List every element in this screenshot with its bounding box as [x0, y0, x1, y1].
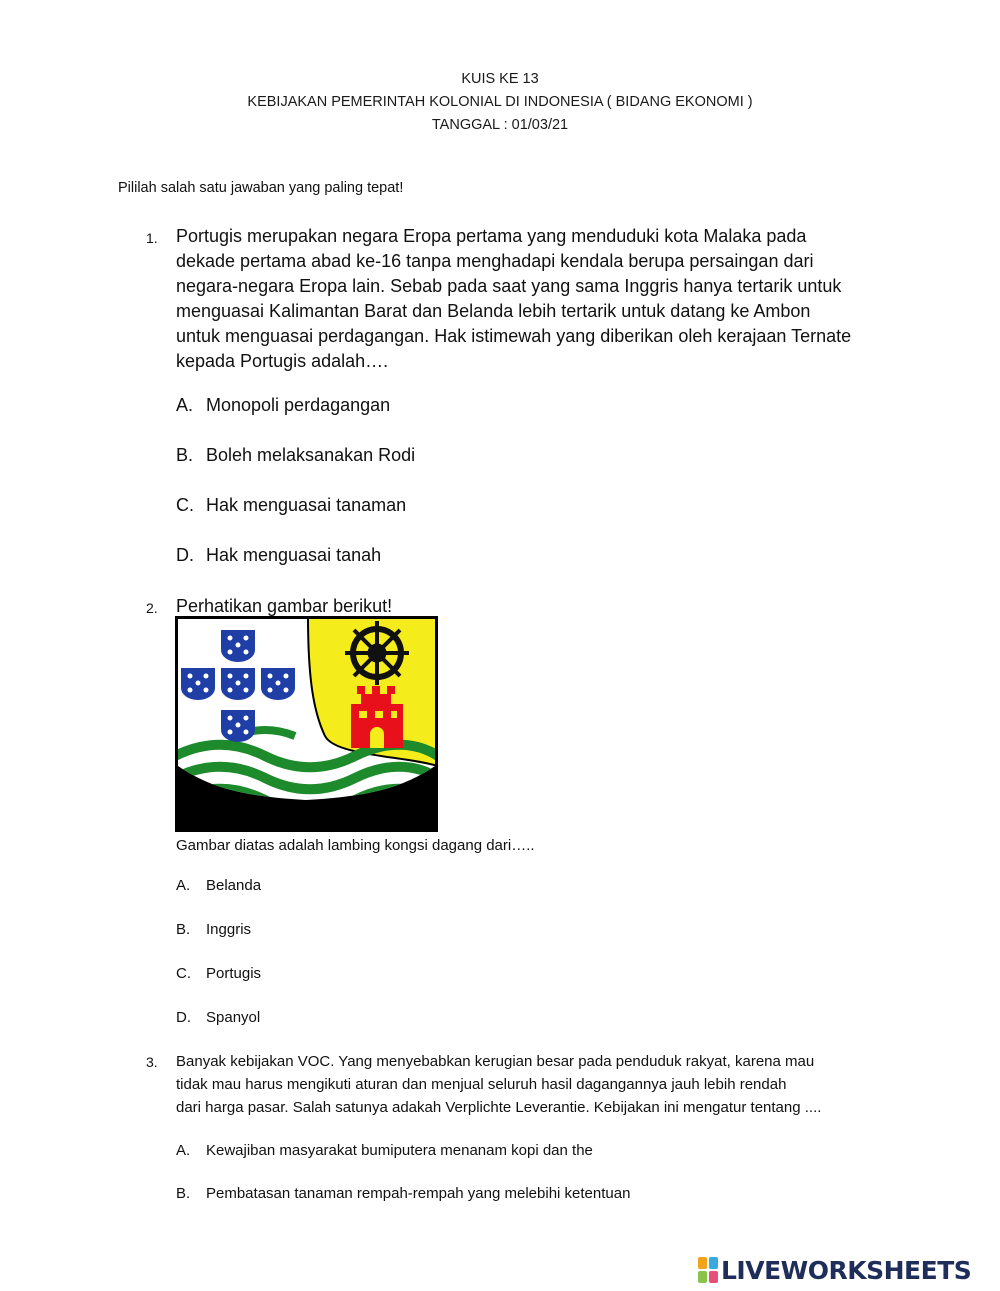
- option-text: Hak menguasai tanah: [206, 545, 382, 565]
- option-letter: B.: [176, 1185, 191, 1202]
- answer-option[interactable]: [176, 1142, 593, 1159]
- question-line: Portugis merupakan negara Eropa pertama yang menduduki kota Malaka pada: [176, 226, 807, 246]
- option-letter: C.: [176, 495, 194, 515]
- option-letter: A.: [176, 395, 194, 415]
- option-letter: B.: [176, 445, 194, 465]
- option-text: Belanda: [206, 877, 262, 894]
- answer-option[interactable]: [176, 877, 261, 894]
- question-2-prompt: Perhatikan gambar berikut!: [176, 596, 393, 616]
- option-letter: B.: [176, 921, 191, 938]
- logo-blocks-icon: [698, 1257, 718, 1283]
- question-line: tidak mau harus mengikuti aturan dan menjual seluruh hasil dagangannya jauh lebih rendah: [176, 1076, 787, 1093]
- question-1-text: [176, 224, 896, 374]
- answer-option[interactable]: [176, 395, 390, 416]
- question-line: dari harga pasar. Salah satunya adakah Verplichte Leverantie. Kebijakan ini mengatur tentang ....: [176, 1099, 822, 1116]
- answer-option[interactable]: [176, 445, 415, 466]
- quiz-title: KUIS KE 13: [461, 71, 539, 87]
- option-text: Boleh melaksanakan Rodi: [206, 445, 416, 465]
- option-letter: D.: [176, 545, 194, 565]
- image-caption: Gambar diatas adalah lambing kongsi dagang dari…..: [176, 837, 535, 854]
- liveworksheets-logo: [698, 1256, 971, 1284]
- option-letter: C.: [176, 965, 191, 982]
- logo-text: LIVEWORKSHEETS: [721, 1255, 972, 1285]
- option-text: Hak menguasai tanaman: [206, 495, 407, 515]
- option-text: Spanyol: [206, 1009, 261, 1026]
- option-text: Portugis: [206, 965, 262, 982]
- question-line: dekade pertama abad ke-16 tanpa menghadapi kendala berupa persaingan dari: [176, 251, 814, 271]
- question-line: kepada Portugis adalah….: [176, 351, 389, 371]
- answer-option[interactable]: [176, 1009, 260, 1026]
- question-line: negara-negara Eropa lain. Sebab pada saat yang sama Inggris hanya tertarik untuk: [176, 276, 842, 296]
- coat-of-arms-image: [175, 616, 438, 832]
- answer-option[interactable]: [176, 965, 261, 982]
- option-text: Kewajiban masyarakat bumiputera menanam kopi dan the: [206, 1142, 593, 1159]
- quiz-date: TANGGAL : 01/03/21: [431, 117, 569, 133]
- option-letter: A.: [176, 1142, 191, 1159]
- question-number: 2.: [146, 600, 158, 616]
- question-line: Banyak kebijakan VOC. Yang menyebabkan kerugian besar pada penduduk rakyat, karena mau: [176, 1053, 815, 1070]
- question-3-text: [176, 1050, 896, 1119]
- option-letter: A.: [176, 877, 191, 894]
- question-number: 1.: [146, 230, 158, 246]
- answer-option[interactable]: [176, 1185, 630, 1202]
- instruction-text: Pililah salah satu jawaban yang paling tepat!: [118, 180, 404, 196]
- answer-option[interactable]: [176, 495, 406, 516]
- option-text: Inggris: [206, 921, 252, 938]
- quiz-subtitle: KEBIJAKAN PEMERINTAH KOLONIAL DI INDONESIA ( BIDANG EKONOMI ): [247, 94, 753, 110]
- option-text: Pembatasan tanaman rempah-rempah yang melebihi ketentuan: [206, 1185, 631, 1202]
- answer-option[interactable]: [176, 921, 251, 938]
- answer-option[interactable]: [176, 545, 381, 566]
- option-letter: D.: [176, 1009, 191, 1026]
- option-text: Monopoli perdagangan: [206, 395, 391, 415]
- question-line: untuk menguasai perdagangan. Hak istimewah yang diberikan oleh kerajaan Ternate: [176, 326, 852, 346]
- question-number: 3.: [146, 1054, 158, 1070]
- question-line: menguasai Kalimantan Barat dan Belanda lebih tertarik untuk datang ke Ambon: [176, 301, 811, 321]
